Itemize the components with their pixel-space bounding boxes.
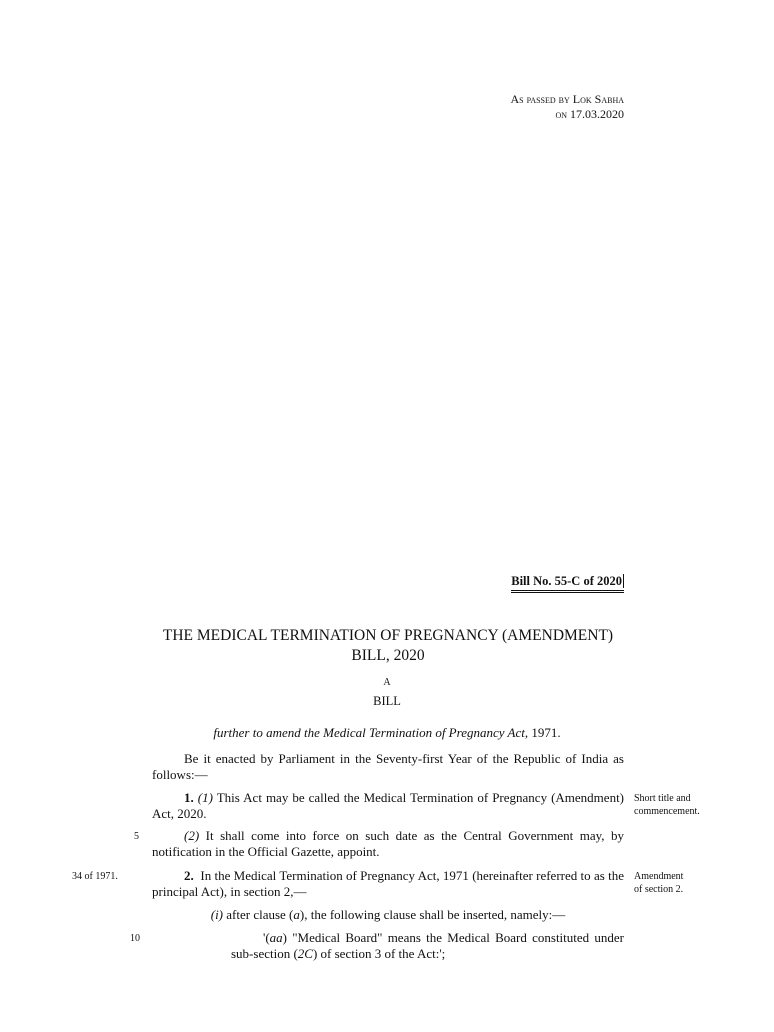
bill-title: [130, 626, 646, 666]
margin-note-short-title-line-2: commencement.: [634, 806, 700, 817]
passed-line-1: As passed by Lok Sabha: [510, 92, 624, 106]
long-title-italic: further to amend the Medical Termination of Pregnancy Act,: [213, 725, 529, 740]
s2-text: In the Medical Termination of Pregnancy Act, 1971 (hereinafter referred to as the principal Act), in section 2,—: [152, 868, 624, 899]
margin-act-reference: 34 of 1971.: [72, 871, 118, 882]
aa-text-a: ) "Medical Board" means the Medical Board constituted under sub-section (: [231, 930, 624, 961]
clause-i-text-b: a: [293, 907, 300, 922]
long-title: [0, 725, 774, 741]
passed-by-lok-sabha-stamp: [510, 92, 624, 122]
s1-sub2-label: (2): [184, 828, 200, 843]
enacting-formula: Be it enacted by Parliament in the Seventy-first Year of the Republic of India as follows:—: [152, 751, 624, 782]
long-title-year: 1971.: [528, 725, 561, 740]
bill-heading: BILL: [373, 694, 401, 708]
s1-sub1-text: This Act may be called the Medical Termination of Pregnancy (Amendment) Act, 2020.: [152, 790, 625, 821]
section-1-number: 1.: [184, 790, 194, 805]
section-1-subsection-1: [152, 790, 624, 822]
bill-title-line-1: THE MEDICAL TERMINATION OF PREGNANCY (AMENDMENT): [162, 627, 614, 644]
margin-note-amendment-line-1: Amendment: [634, 871, 684, 882]
margin-note-short-title-line-1: Short title and: [634, 793, 691, 804]
clause-i-text-a: after clause (: [223, 907, 294, 922]
bill-number: [511, 574, 624, 593]
margin-note-amendment-line-2: of section 2.: [634, 884, 684, 895]
bill-number-text: Bill No. 55-C of 2020: [511, 574, 622, 588]
s1-sub2-text: It shall come into force on such date as the Central Government may, by notification in the Official Gazette, appoint.: [152, 828, 624, 859]
s1-sub1-label: (1): [197, 790, 213, 805]
bill-title-line-2: BILL, 2020: [351, 647, 425, 664]
passed-line-2: on 17.03.2020: [555, 107, 624, 121]
clause-i: [152, 907, 624, 923]
clause-i-text-c: ), the following clause shall be inserted, namely:—: [299, 907, 566, 922]
margin-note-short-title: [634, 792, 754, 818]
clause-i-label: (i): [210, 907, 224, 922]
aa-open: '(: [263, 930, 270, 945]
section-1-subsection-2: [152, 828, 624, 860]
inserted-clause-aa: [231, 930, 624, 962]
aa-text-c: ) of section 3 of the Act:';: [312, 946, 446, 961]
section-2: [152, 868, 624, 900]
aa-text-b: 2C: [297, 946, 313, 961]
line-number-10: 10: [130, 933, 140, 944]
margin-note-amendment: [634, 870, 754, 896]
section-2-number: 2.: [184, 868, 194, 883]
article-a: A: [383, 677, 391, 688]
line-number-5: 5: [134, 831, 139, 842]
aa-label: aa: [269, 930, 283, 945]
